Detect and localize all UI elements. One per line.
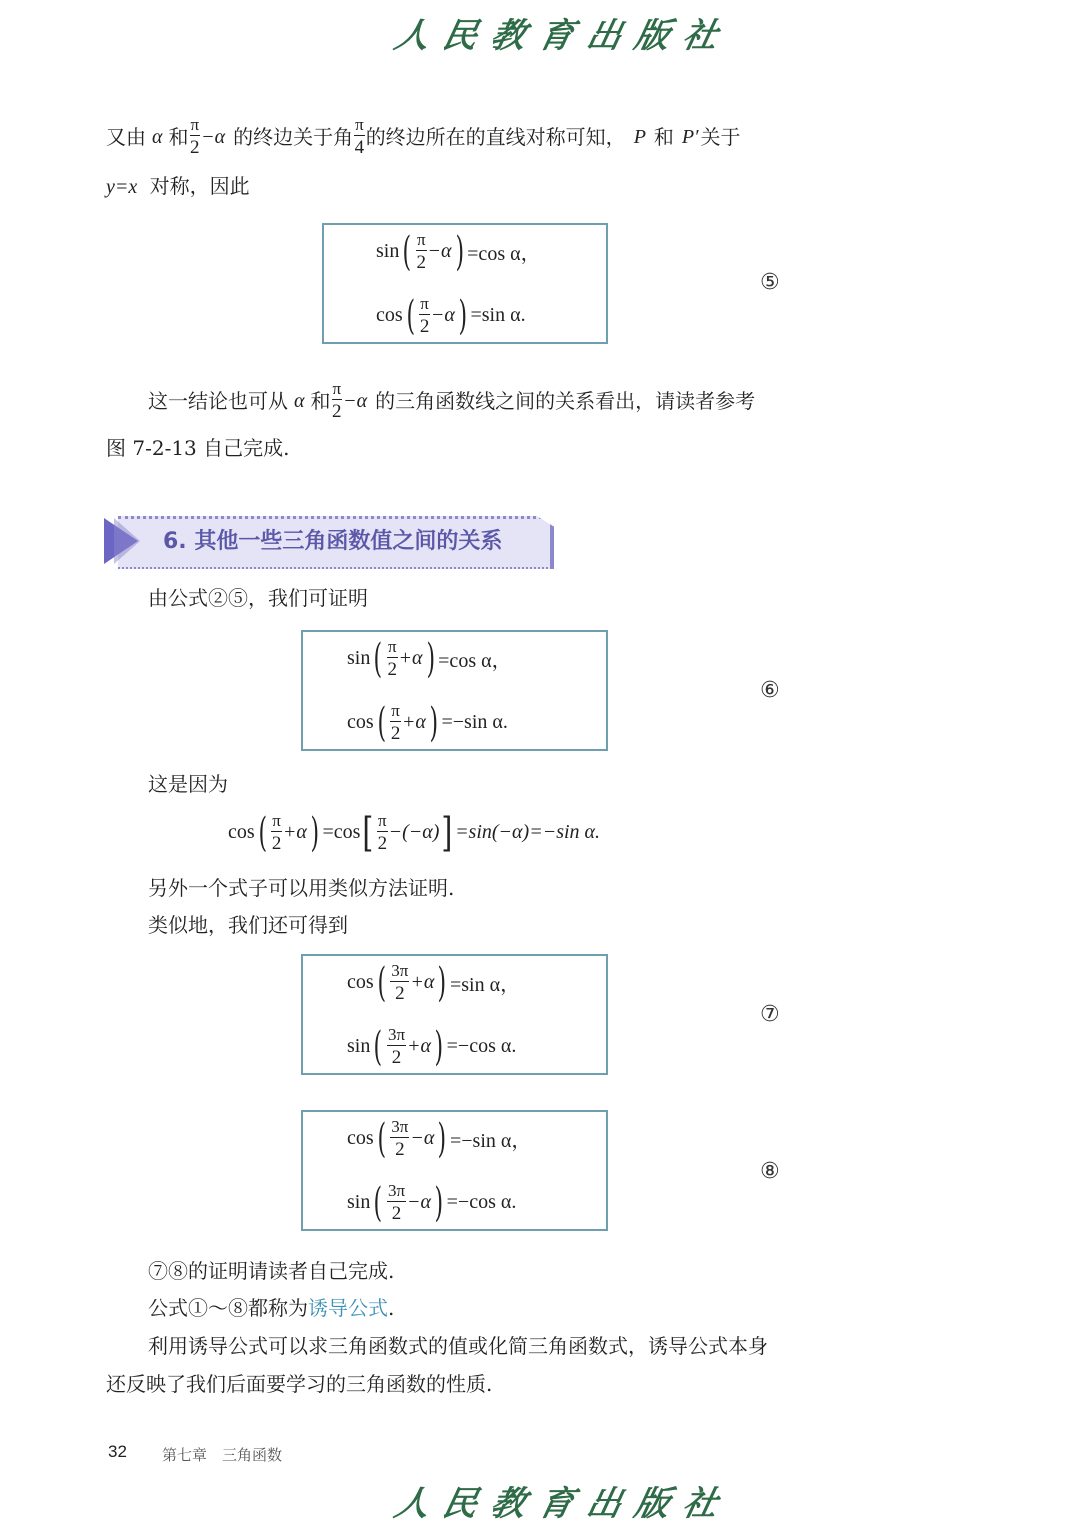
other-proof-text: 另外一个式子可以用类似方法证明. bbox=[148, 876, 455, 900]
formula-number-5: ⑤ bbox=[760, 270, 780, 295]
formula-8-line-1: cos ( $\frac{3\pi}{2}$ −α ) =−sin α， bbox=[347, 1115, 532, 1162]
text: 和 bbox=[168, 124, 189, 149]
text: 关于 bbox=[700, 124, 741, 149]
text: 的终边所在的直线对称可知， bbox=[365, 124, 626, 149]
closing-paragraph-3-line-2: 还反映了我们后面要学习的三角函数的性质. bbox=[106, 1372, 493, 1396]
fraction-pi-over-2: $\frac{\pi}{2}$ bbox=[190, 115, 200, 158]
equation-y-equals-x: y=x bbox=[106, 176, 138, 198]
formula-6-line-2: cos ( $\frac{\pi}{2}$ +α ) =−sin α. bbox=[347, 699, 508, 746]
formula-5-line-2: cos ( $\frac{\pi}{2}$ −α ) =sin α. bbox=[376, 292, 526, 339]
page-number: 32 bbox=[108, 1442, 127, 1461]
closing-paragraph-2: 公式①～⑧都称为诱导公式. bbox=[148, 1296, 395, 1320]
fraction-pi-over-4: $\frac{\pi}{4}$ bbox=[354, 115, 365, 158]
text: 和 bbox=[653, 124, 674, 149]
section-banner-underline bbox=[118, 567, 552, 569]
formula-number-7: ⑦ bbox=[760, 1002, 780, 1027]
point-P: P bbox=[633, 125, 646, 148]
intro-formula-6: 由公式②⑤，我们可证明 bbox=[148, 586, 368, 610]
paragraph-2-line-1: 这一结论也可从 α 和 $\frac{\pi}{2}$ −α 的三角函数线之间的关系看出，请读者参考 bbox=[148, 379, 756, 422]
because-text: 这是因为 bbox=[148, 772, 228, 796]
formula-6-line-1: sin ( $\frac{\pi}{2}$ +α ) =cos α， bbox=[347, 635, 512, 682]
proof-equation: cos ( $\frac{\pi}{2}$ +α ) =cos [ $\frac{\pi}{2}$ −(−α) ] =sin(−α)=−sin α. bbox=[228, 809, 601, 856]
formula-7-line-1: cos ( $\frac{3\pi}{2}$ +α ) =sin α， bbox=[347, 959, 521, 1006]
formula-5-line-1: sin ( $\frac{\pi}{2}$ −α ) =cos α， bbox=[376, 228, 541, 275]
formula-box-6 bbox=[301, 630, 608, 751]
text: 的终边关于角 bbox=[233, 124, 354, 149]
section-title: 6. 其他一些三角函数值之间的关系 bbox=[163, 529, 503, 554]
minus-alpha: −α bbox=[201, 125, 226, 148]
formula-number-8: ⑧ bbox=[760, 1159, 780, 1184]
formula-box-8 bbox=[301, 1110, 608, 1231]
formula-7-line-2: sin ( $\frac{3\pi}{2}$ +α ) =−cos α. bbox=[347, 1023, 517, 1070]
similarly-text: 类似地，我们还可得到 bbox=[148, 913, 348, 937]
paragraph-1-line-1 bbox=[106, 116, 741, 157]
formula-box-7 bbox=[301, 954, 608, 1075]
closing-paragraph-3-line-1: 利用诱导公式可以求三角函数式的值或化简三角函数式，诱导公式本身 bbox=[148, 1334, 768, 1358]
chapter-label: 第七章 三角函数 bbox=[162, 1446, 283, 1464]
publisher-logo-header: 人民教育出版社 bbox=[391, 16, 736, 56]
triangle-marker-icon bbox=[104, 518, 140, 564]
formula-box-5 bbox=[322, 223, 608, 344]
closing-paragraph-1: ⑦⑧的证明请读者自己完成. bbox=[148, 1259, 395, 1283]
text: 对称，因此 bbox=[149, 174, 250, 198]
publisher-logo-footer: 人民教育出版社 bbox=[391, 1484, 736, 1524]
point-P-prime: P′ bbox=[681, 125, 699, 148]
formula-number-6: ⑥ bbox=[760, 678, 780, 703]
paragraph-2-line-2: 图 7-2-13 自己完成. bbox=[106, 436, 290, 460]
text: 又由 bbox=[106, 124, 146, 149]
alpha-symbol: α bbox=[152, 125, 163, 148]
induction-formula-term: 诱导公式 bbox=[308, 1296, 388, 1320]
formula-8-line-2: sin ( $\frac{3\pi}{2}$ −α ) =−cos α. bbox=[347, 1179, 517, 1226]
paragraph-1-line-2 bbox=[106, 172, 250, 201]
